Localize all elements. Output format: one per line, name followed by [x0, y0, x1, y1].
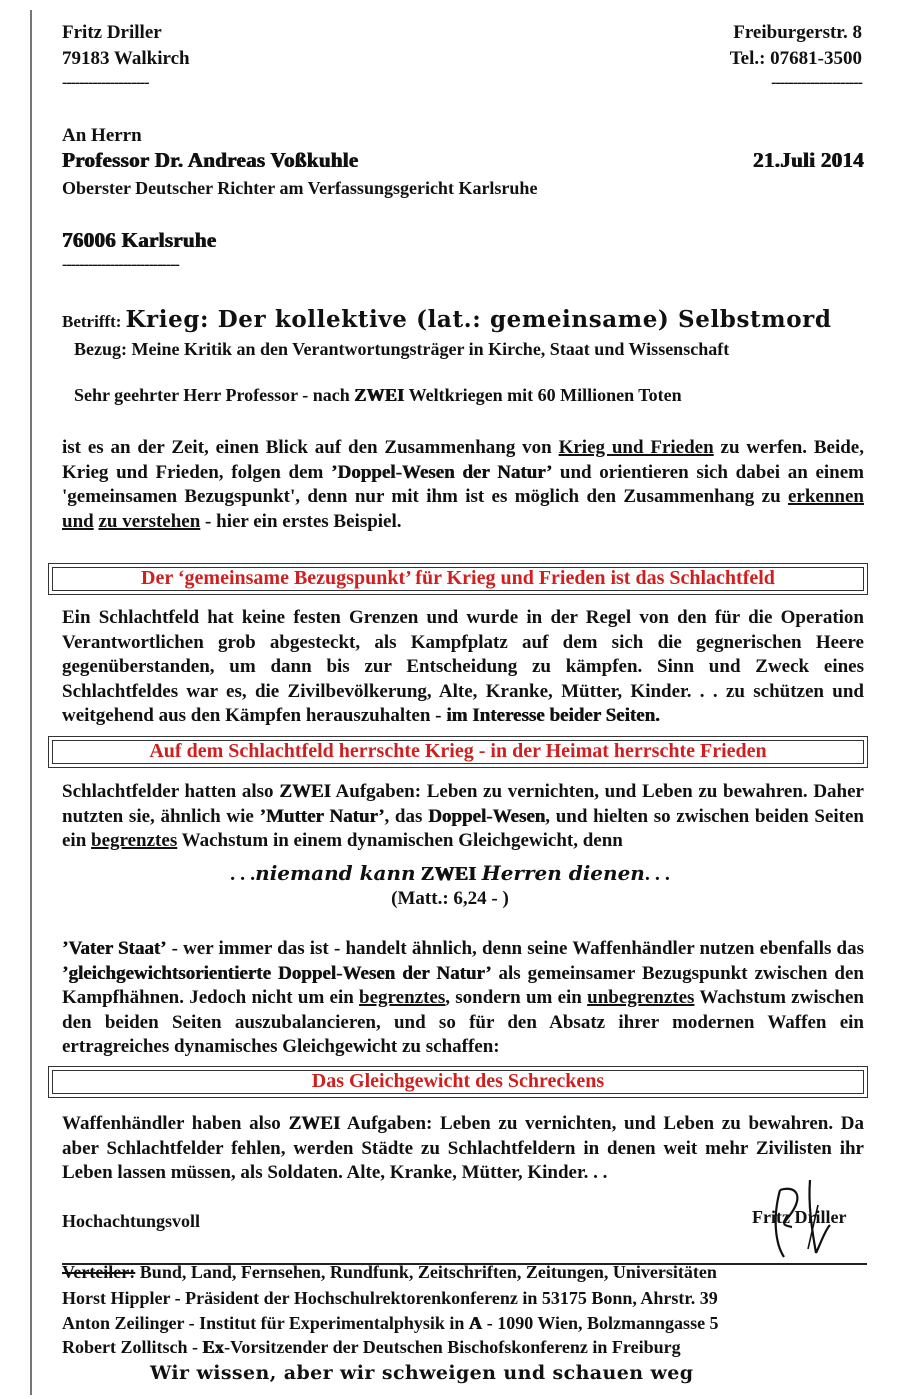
para3-text: , und hielten so zwischen beiden Seiten ein: [62, 805, 864, 851]
subject-label: Betrifft:: [62, 312, 122, 331]
quote-source: (Matt.: 6,24 - ): [391, 888, 509, 909]
letter-date: 21.Juli 2014: [753, 148, 864, 172]
recipient-title: Oberster Deutscher Richter am Verfassungsgericht Karlsruhe: [62, 178, 538, 198]
highlight-box-text: Der ‘gemeinsame Bezugspunkt’ für Krieg und Frieden ist das Schlachtfeld: [141, 567, 775, 589]
distribution-text: Robert Zollitsch -: [62, 1337, 203, 1357]
para2-emph: im Interesse beider Seiten.: [446, 705, 660, 726]
recipient-divider: ---------------------------: [62, 256, 179, 273]
para4-text: als gemeinsamer Bezugspunkt zwischen den Kampfhähnen. Jedoch nicht um ein: [62, 962, 864, 1008]
paragraph-dealers: [62, 1112, 864, 1186]
paragraph-tasks: [62, 780, 864, 854]
paragraph-state: [62, 937, 864, 1060]
distribution-text: - 1090 Wien, Bolzmanngasse 5: [482, 1313, 719, 1333]
paragraph-intro: [62, 436, 864, 534]
para1-text: und orientieren sich dabei an einem 'gemeinsamen Bezugspunkt', denn nur mit ihm ist es möglich den Zusammenhang zu: [62, 461, 864, 507]
para4-underline: unbegrenztes: [587, 987, 695, 1008]
closing: Hochachtungsvoll: [62, 1211, 201, 1231]
para5-emph: ZWEI: [288, 1113, 341, 1134]
distribution-emph: Ex: [202, 1337, 225, 1357]
quote-text: Herren dienen: [481, 861, 645, 885]
para4-emph: ’Vater Staat’: [62, 938, 167, 959]
subject-line: [62, 306, 832, 333]
distribution-line-4: [62, 1337, 681, 1358]
recipient-city: 76006 Karlsruhe: [62, 228, 217, 252]
para1-text: zu werfen. Beide, Krieg und Frieden, folgen dem: [62, 437, 864, 483]
para3-text: , das: [384, 805, 429, 827]
highlight-box-war-peace: [48, 736, 868, 768]
distribution-label: Verteiler:: [62, 1262, 136, 1282]
greeting: [74, 385, 682, 406]
highlight-box-battlefield: [48, 563, 868, 595]
para3-emph: Doppel-Wesen: [428, 805, 546, 827]
paragraph-battlefield: [62, 606, 864, 729]
para4-underline: begrenztes: [359, 987, 446, 1008]
para1-underline: Krieg und Frieden: [558, 437, 714, 458]
para4-text: , sondern um ein: [445, 987, 588, 1008]
recipient-salutation: An Herrn: [62, 125, 142, 146]
para3-text: Wachstum in einem dynamischen Gleichgewicht, denn: [177, 830, 623, 851]
para3-text: Aufgaben: Leben zu vernichten, und Leben zu bewahren. Daher nutzten sie, ähnlich wie: [62, 781, 864, 827]
para3-emph: ZWEI: [279, 781, 331, 802]
distribution-emph: A: [468, 1313, 483, 1333]
quote-text: niemand kann: [255, 861, 416, 885]
sender-city: 79183 Walkirch: [62, 48, 190, 69]
greeting-emph: ZWEI: [354, 385, 405, 405]
para3-text: Schlachtfelder hatten also: [62, 781, 280, 802]
para3-underline: begrenztes: [91, 830, 178, 851]
distribution-text: Anton Zeilinger - Institut für Experimentalphysik in: [62, 1313, 469, 1333]
distribution-line-2: Horst Hippler - Präsident der Hochschulrektorenkonferenz in 53175 Bonn, Ahrstr. 39: [62, 1288, 718, 1308]
para4-text: - wer immer das ist - handelt ähnlich, denn seine Waffenhändler nutzen ebenfalls das: [166, 938, 865, 959]
para1-underline: zu verstehen: [98, 510, 201, 532]
sender-street: Freiburgerstr. 8: [733, 22, 862, 43]
para1-text: - hier ein erstes Beispiel.: [200, 510, 402, 532]
para4-text: Wachstum zwischen den beiden Seiten auszubalancieren, und so für den Absatz ihrer modernen Waffen ein ertragreiches dynamisches Gleichgewicht zu schaffen:: [62, 987, 864, 1057]
distribution-text: Bund, Land, Fernsehen, Rundfunk, Zeitschriften, Zeitungen, Universitäten: [135, 1262, 717, 1282]
para2-text: Ein Schlachtfeld hat keine festen Grenzen und wurde in der Regel von den für die Operation Verantwortlichen grob abgesteckt, als Kampfplatz auf dem sich die gegnerischen Heere gegenüberstanden, um dann bis zur Entscheidung zu kämpfen. Sinn und Zweck eines Schlachtfeldes war es, die Zivilbevölkerung, Alte, Kranke, Mütter, Kinder. . . zu schützen und weitgehend aus den Kämpfen herauszuhalten -: [62, 607, 864, 726]
highlight-box-text: Auf dem Schlachtfeld herrschte Krieg - in der Heimat herrschte Frieden: [149, 740, 767, 762]
para5-text: Aufgaben: Leben zu vernichten, und Leben zu bewahren. Da aber Schlachtfelder fehlen, werden Städte zu Schlachtfeldern in denen weit mehr Zivilisten ihr Leben lassen müssen, als Soldaten. Alte, Kranke, Mütter, Kinder. . .: [62, 1113, 864, 1183]
para5-text: Waffenhändler haben also: [62, 1113, 289, 1134]
recipient-name: Professor Dr. Andreas Voßkuhle: [62, 148, 359, 172]
quote-dots: . . .: [644, 863, 670, 885]
sender-phone: Tel.: 07681-3500: [729, 48, 862, 69]
quote-emph: ZWEI: [415, 863, 482, 885]
sender-divider: --------------------: [62, 74, 149, 91]
greeting-post: Weltkriegen mit 60 Millionen Toten: [404, 385, 682, 405]
signature-name: Fritz Driller: [752, 1207, 847, 1227]
para3-emph: ’Mutter Natur’: [259, 805, 385, 827]
sender-name: Fritz Driller: [62, 22, 162, 43]
quote-dots: . . .: [230, 863, 256, 885]
highlight-box-terror: [48, 1066, 868, 1098]
subject-reference: Bezug: Meine Kritik an den Verantwortungsträger in Kirche, Staat und Wissenschaft: [74, 339, 730, 359]
signature: [750, 1175, 870, 1270]
subject-text: Krieg: Der kollektive (lat.: gemeinsame) Selbstmord: [125, 306, 832, 333]
para1-text: ist es an der Zeit, einen Blick auf den Zusammenhang von: [62, 437, 559, 458]
distribution-line-3: [62, 1313, 719, 1334]
margin-line: [30, 10, 32, 1395]
para1-underline: und: [62, 510, 94, 532]
closing-slogan: Wir wissen, aber wir schweigen und schauen weg: [150, 1362, 694, 1384]
distribution-text: -Vorsitzender der Deutschen Bischofskonferenz in Freiburg: [224, 1337, 681, 1357]
para4-emph: ’gleichgewichtsorientierte Doppel-Wesen der Natur’: [62, 962, 492, 984]
highlight-box-text: Das Gleichgewicht des Schreckens: [311, 1070, 605, 1092]
para1-underline: erkennen: [788, 486, 864, 507]
para1-emph: ’Doppel-Wesen der Natur’: [331, 461, 553, 483]
sender-divider-right: ---------------------: [771, 74, 862, 91]
bible-quote: [0, 861, 900, 886]
distribution-line-1: [62, 1262, 717, 1283]
greeting-pre: Sehr geehrter Herr Professor - nach: [74, 385, 355, 405]
